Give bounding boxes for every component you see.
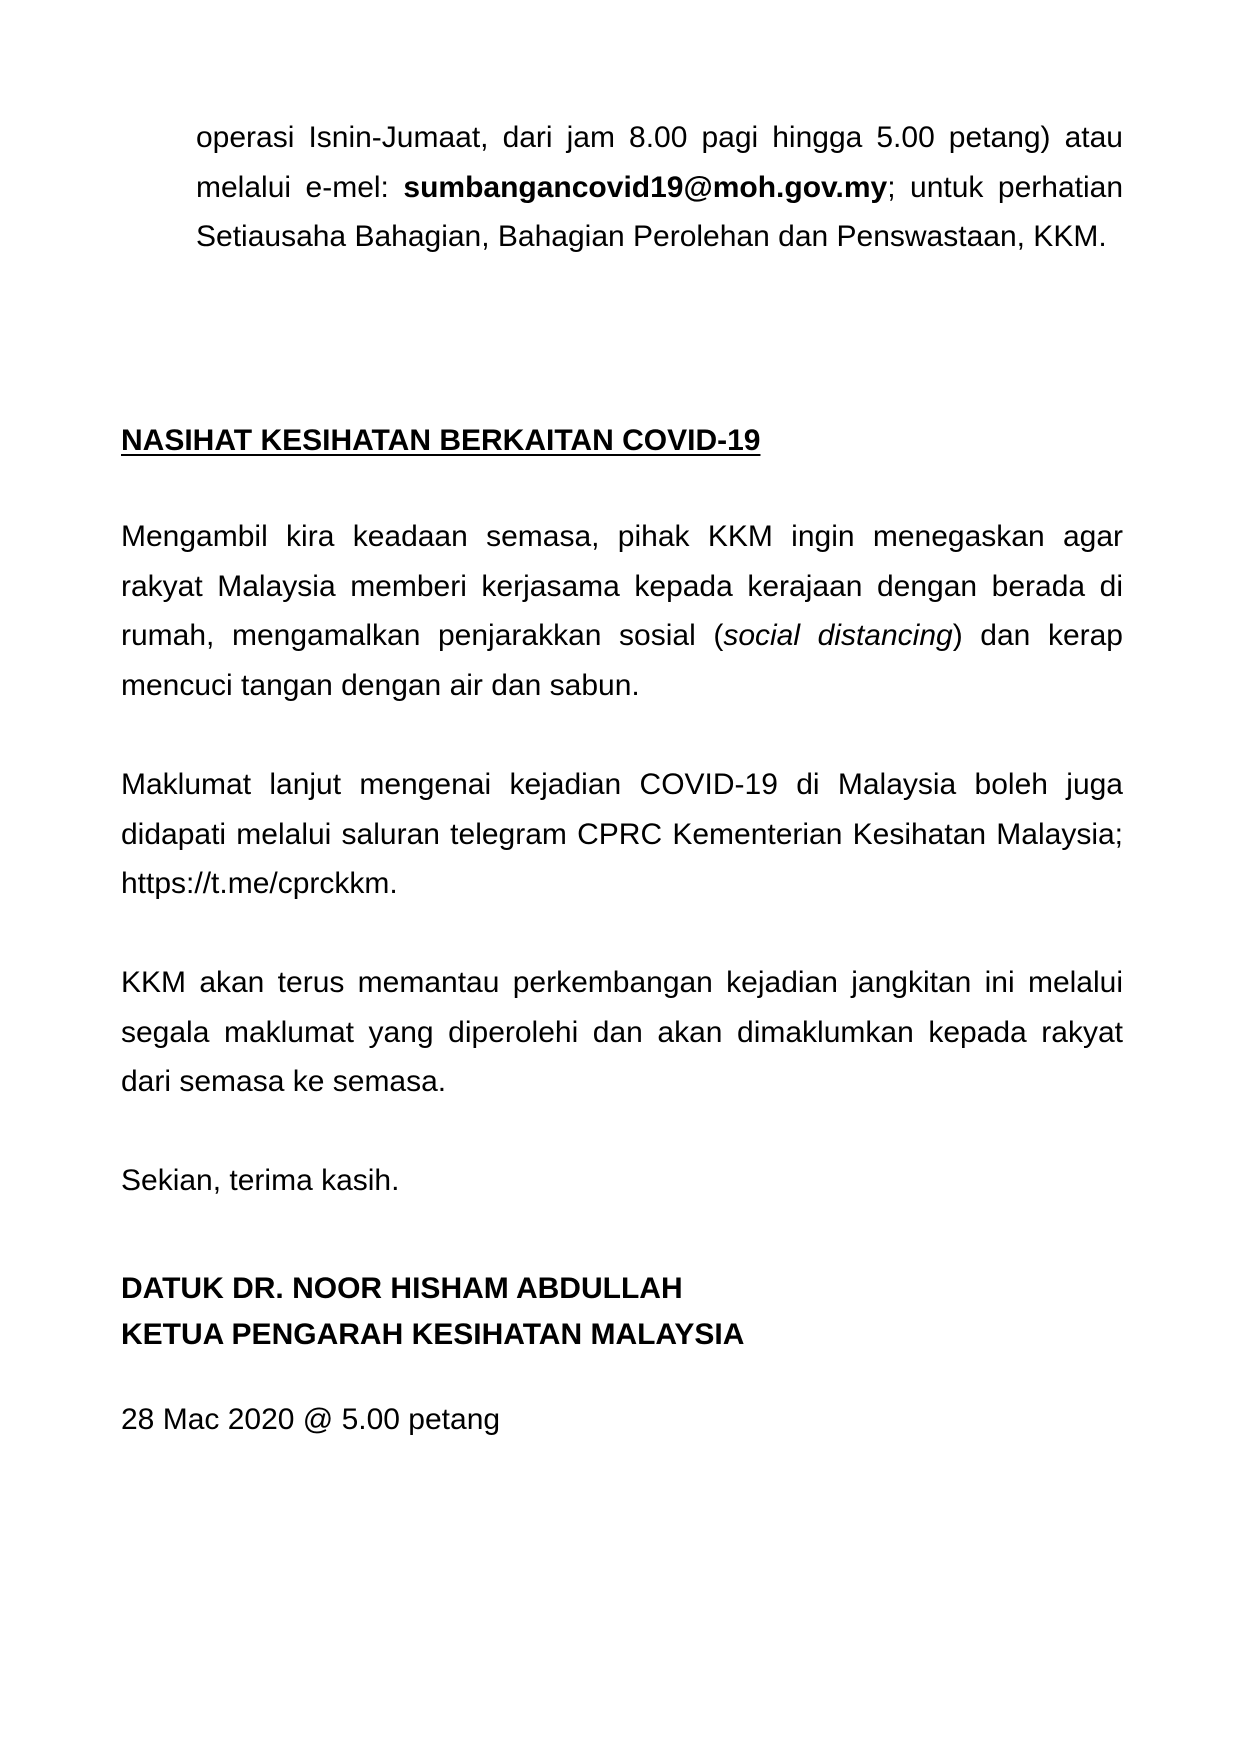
section-heading: NASIHAT KESIHATAN BERKAITAN COVID-19: [121, 424, 761, 457]
document-date: 28 Mac 2020 @ 5.00 petang: [121, 1403, 501, 1436]
advice-paragraph: [121, 512, 1123, 710]
continuation-text-before: operasi Isnin-Jumaat, dari jam 8.00 pagi hingga 5.00 petang) atau melalui e-mel:: [196, 121, 1123, 204]
continuation-paragraph: [196, 113, 1123, 262]
advice-italic-term: social distancing: [723, 619, 953, 652]
signatory-name: DATUK DR. NOOR HISHAM ABDULLAH: [121, 1272, 683, 1305]
monitoring-paragraph: KKM akan terus memantau perkembangan kejadian jangkitan ini melalui segala maklumat yang diperolehi dan akan dimaklumkan kepada rakyat dari semasa ke semasa.: [121, 966, 1123, 1098]
closing-text: Sekian, terima kasih.: [121, 1164, 400, 1197]
info-paragraph: Maklumat lanjut mengenai kejadian COVID-19 di Malaysia boleh juga didapati melalui saluran telegram CPRC Kementerian Kesihatan Malaysia; https://t.me/cprckkm.: [121, 768, 1123, 900]
signatory-title: KETUA PENGARAH KESIHATAN MALAYSIA: [121, 1318, 745, 1351]
advice-text-before: Mengambil kira keadaan semasa, pihak KKM ingin menegaskan agar rakyat Malaysia memberi kerjasama kepada kerajaan dengan berada di rumah, mengamalkan penjarakkan sosial (: [121, 520, 1123, 652]
signature-block: [121, 1266, 744, 1358]
continuation-text-after: ; untuk perhatian Setiausaha Bahagian, Bahagian Perolehan dan Penswastaan, KKM.: [196, 170, 1123, 253]
advice-text-after: ) dan kerap mencuci tangan dengan air dan sabun.: [121, 619, 1123, 702]
email-address: sumbangancovid19@moh.gov.my: [403, 170, 888, 204]
